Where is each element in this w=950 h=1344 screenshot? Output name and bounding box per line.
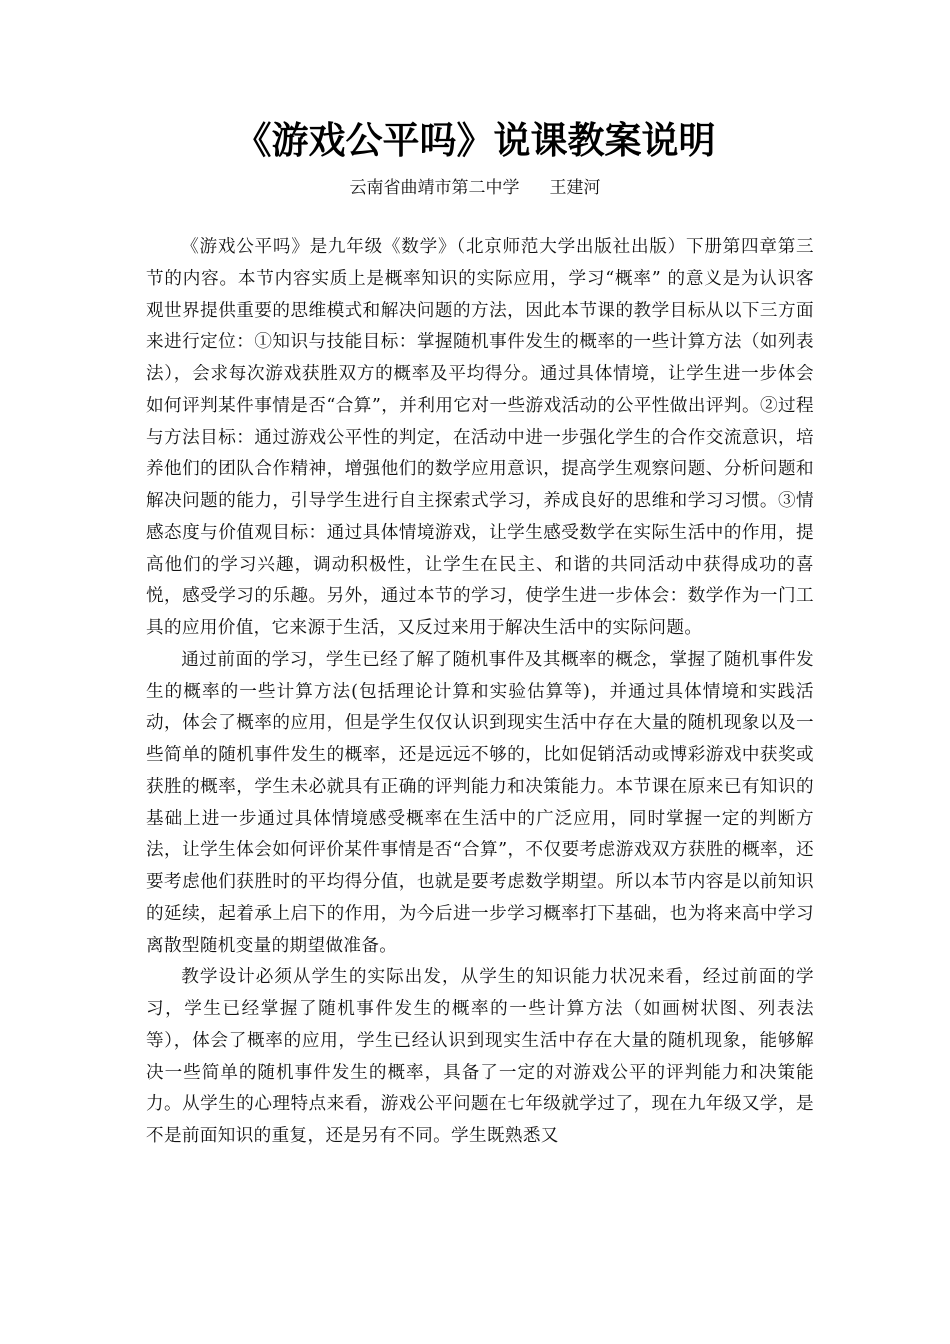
paragraph: 《游戏公平吗》是九年级《数学》（北京师范大学出版社出版）下册第四章第三节的内容。本节内容实质上是概率知识的实际应用，学习“概率” 的意义是为认识客观世界提供重要的思维模式和解决问题的方法，因此本节课的教学目标从以下三方面来进行定位：①知识与技能目标：掌握随机事件发生的概率的一些计算方法（如列表法），会求每次游戏获胜双方的概率及平均得分。通过具体情境，让学生进一步体会如何评判某件事情是否“合算”，并利用它对一些游戏活动的公平性做出评判。②过程与方法目标：通过游戏公平性的判定，在活动中进一步强化学生的合作交流意识，培养他们的团队合作精神，增强他们的数学应用意识，提高学生观察问题、分析问题和解决问题的能力，引导学生进行自主探索式学习，养成良好的思维和学习习惯。③情感态度与价值观目标：通过具体情境游戏，让学生感受数学在实际生活中的作用，提高他们的学习兴趣，调动积极性，让学生在民主、和谐的共同活动中获得成功的喜悦，感受学习的乐趣。另外，通过本节的学习，使学生进一步体会：数学作为一门工具的应用价值，它来源于生活，又反过来用于解决生活中的实际问题。 xyxy=(146,237,814,638)
paragraph: 教学设计必须从学生的实际出发，从学生的知识能力状况来看，经过前面的学习，学生已经掌握了随机事件发生的概率的一些计算方法（如画树状图、列表法等），体会了概率的应用，学生已经认识到现实生活中存在大量的随机现象，能够解决一些简单的随机事件发生的概率，具备了一定的对游戏公平的评判能力和决策能力。从学生的心理特点来看，游戏公平问题在七年级就学过了，现在九年级又学，是不是前面知识的重复，还是另有不同。学生既熟悉又 xyxy=(146,967,814,1146)
document-title: 《游戏公平吗》说课教案说明 xyxy=(234,119,716,162)
paragraph: 通过前面的学习，学生已经了解了随机事件及其概率的概念，掌握了随机事件发生的概率的一些计算方法(包括理论计算和实验估算等)，并通过具体情境和实践活动，体会了概率的应用，但是学生仅仅认识到现实生活中存在大量的随机现象以及一些简单的随机事件发生的概率，还是远远不够的，比如促销活动或博彩游戏中获奖或获胜的概率，学生未必就具有正确的评判能力和决策能力。本节课在原来已有知识的基础上进一步通过具体情境感受概率在生活中的广泛应用，同时掌握一定的判断方法，让学生体会如何评价某件事情是否“合算”，不仅要考虑游戏双方获胜的概率，还要考虑他们获胜时的平均得分值，也就是要考虑数学期望。所以本节内容是以前知识的延续，起着承上启下的作用，为今后进一步学习概率打下基础，也为将来高中学习离散型随机变量的期望做准备。 xyxy=(146,649,814,956)
author-name: 王建河 xyxy=(549,178,601,198)
byline xyxy=(0,176,950,200)
author-school: 云南省曲靖市第二中学 xyxy=(349,178,520,198)
document-body xyxy=(146,232,814,1153)
